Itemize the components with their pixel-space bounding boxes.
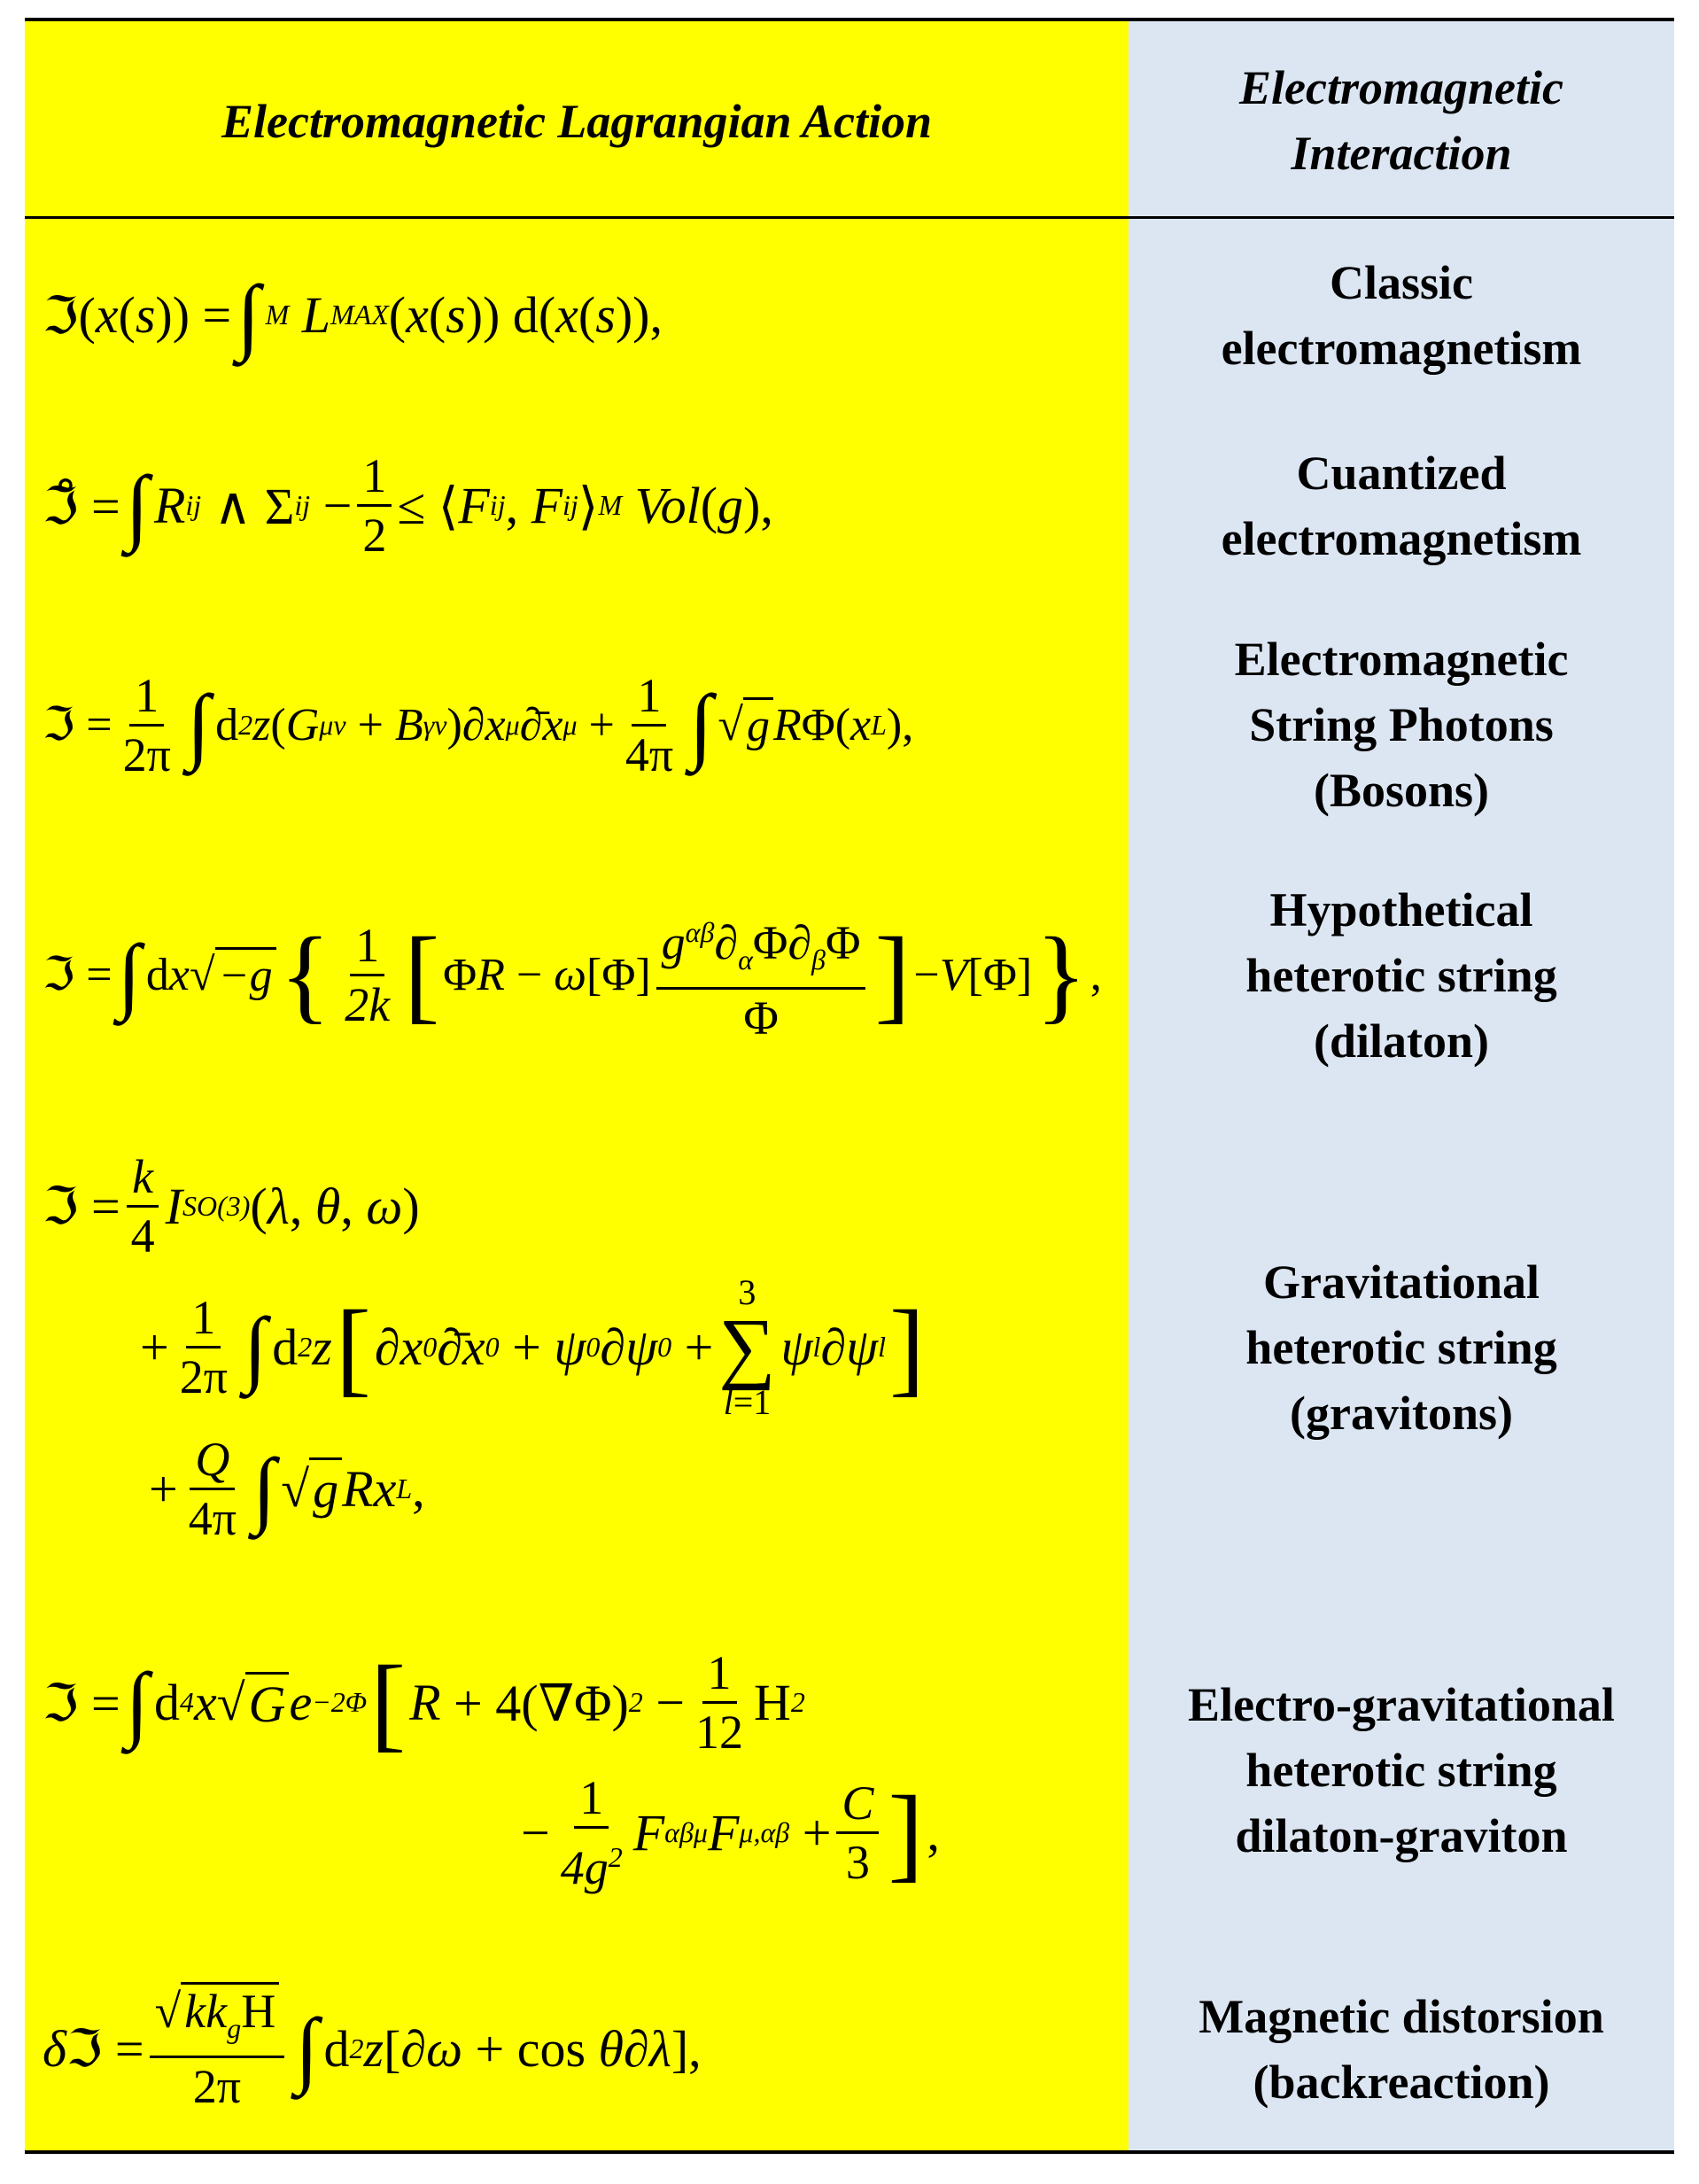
label-line: heterotic string: [1245, 948, 1557, 1002]
bottom-rule: [25, 2150, 1674, 2154]
top-rule: [25, 18, 1674, 21]
label-line: (dilaton): [1313, 1014, 1490, 1068]
label-line: Electro-gravitational: [1188, 1678, 1615, 1731]
label-line: Hypothetical: [1269, 882, 1533, 937]
label-line: dilaton-graviton: [1235, 1809, 1568, 1862]
equation-dilaton: ℑ = ∫ d x √ −g { $\frac{1}{2k}$ [ Φ R − ω [Φ] $\frac{g^{\alpha\beta}\partial_\alpha\Phi\partial_\beta\Phi}{\Phi}$ ] − V [Φ] } ,: [25, 849, 1146, 1101]
label-dilaton-graviton: [1129, 1593, 1674, 1947]
label-line: Electromagnetic: [1234, 633, 1569, 686]
label-line: heterotic string: [1245, 1744, 1557, 1797]
equation-backreaction: δ ℑ = $\frac{√kk_gH}{2\pi}$ ∫ d 2 z [∂ ω + cos θ ∂ λ ],: [25, 1947, 1146, 2150]
label-line: Classic: [1329, 255, 1473, 309]
equation-cuantized: ℑ̊ = ∫ R ij ∧ Σ ij − $\frac{1}{2}$ ≤ ⟨ F ij , F ij ⟩ M Vol ( g ),: [43, 449, 773, 562]
header-action-label: Electromagnetic Lagrangian Action: [221, 95, 933, 148]
header-action: [25, 89, 1129, 154]
header-interaction-line1: Electromagnetic: [1239, 61, 1563, 114]
equation-classic: ℑ( x ( s )) = ∫ M L MAX ( x ( s )) d( x ( s )),: [43, 267, 663, 362]
label-line: electromagnetism: [1221, 511, 1582, 565]
equation-string-photons: ℑ = $\frac{1}{2\pi}$ ∫ d 2 z ( G μν + B γν )∂ x μ ∂̄ x μ + $\frac{1}{4\pi}$ ∫ √ g R Φ( x L ),: [43, 668, 914, 781]
label-classic: [1129, 220, 1674, 410]
equation-gravitons: ℑ = $\frac{k}{4}$ I SO(3) ( λ , θ , ω ) + $\frac{1}{2\pi}$ ∫ d 2 z [ ∂ x 0 ∂̄ x 0 + ψ 0 ∂ ψ 0 + 3 ∑ l=1 ψ l ∂ ψ l ] + $\frac{Q}{4\pi}$ ∫ √ g R x L ,: [43, 1149, 925, 1545]
label-line: Magnetic distorsion: [1199, 1989, 1604, 2043]
label-line: electromagnetism: [1221, 321, 1582, 375]
label-line: String Photons: [1249, 698, 1554, 751]
header-interaction: [1129, 55, 1674, 186]
label-dilaton: [1129, 849, 1674, 1101]
label-gravitons: [1129, 1101, 1674, 1593]
label-line: Gravitational: [1263, 1255, 1540, 1309]
label-backreaction: [1129, 1947, 1674, 2150]
label-cuantized: [1129, 410, 1674, 601]
label-line: (backreaction): [1253, 2055, 1550, 2109]
label-line: (Bosons): [1313, 764, 1490, 817]
equation-dilaton-graviton: ℑ = ∫ d 4 x √ G e −2Φ [ R + 4(∇Φ) 2 − $\frac{1}{12}$ H 2 − $\frac{1}{4g^2}$ F αβ μ F μ,αβ + $\frac{C}{3}$ ] ,: [43, 1643, 940, 1894]
header-rule: [25, 216, 1674, 219]
label-line: (gravitons): [1290, 1386, 1513, 1440]
label-string-photons: [1129, 601, 1674, 849]
label-line: heterotic string: [1245, 1320, 1557, 1374]
label-line: Cuantized: [1296, 446, 1507, 500]
header-interaction-line2: Interaction: [1291, 127, 1512, 180]
